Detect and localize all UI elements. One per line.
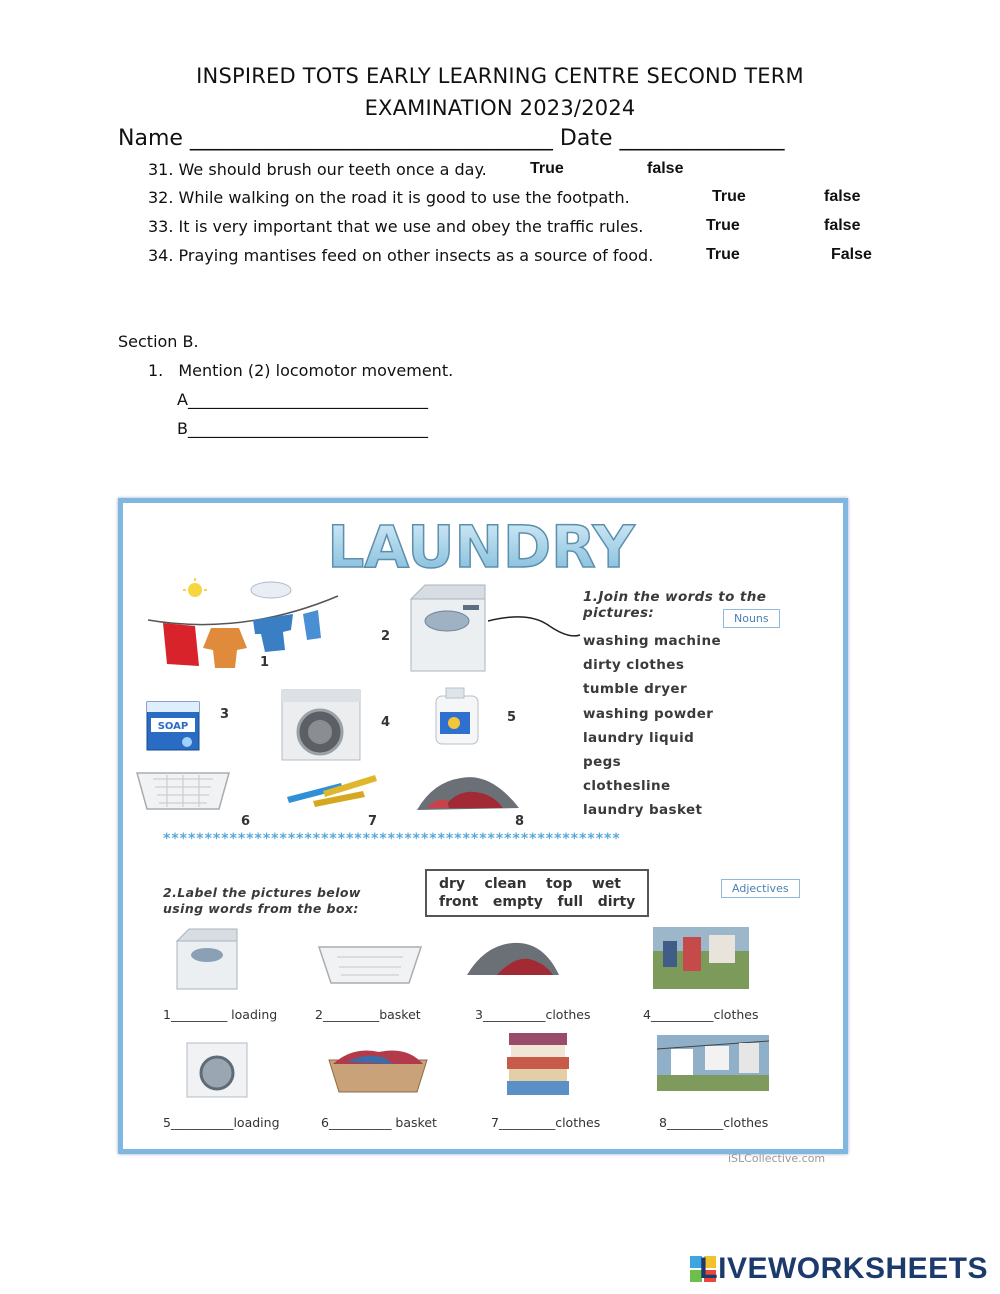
liveworksheets-logo: LIVEWORKSHEETS (699, 1252, 988, 1285)
pegs-picture (283, 771, 383, 811)
noun-laundry-liquid: laundry liquid (583, 730, 695, 746)
picture-number: 1 (260, 655, 270, 670)
question-number: 1. (148, 361, 164, 380)
laundry-basket-picture (133, 767, 233, 815)
label-6[interactable]: 6__________ basket (321, 1115, 437, 1130)
section-b-question-1 (148, 361, 453, 380)
dirty-clothes-pile-picture (463, 935, 563, 979)
name-date-row: Name _________________________________ Date _______________ (118, 126, 785, 151)
adjectives-tag: Adjectives (721, 879, 800, 898)
label-4[interactable]: 4__________clothes (643, 1007, 759, 1022)
question-34 (148, 246, 653, 265)
dirty-clothes-picture (413, 768, 523, 814)
noun-washing-machine: washing machine (583, 633, 722, 649)
question-text: It is very important that we use and obey the traffic rules. (178, 217, 644, 236)
laundry-liquid-picture (428, 686, 486, 746)
exam-title-line1: INSPIRED TOTS EARLY LEARNING CENTRE SECOND TERM (196, 64, 804, 88)
picture-number: 6 (241, 814, 251, 829)
noun-clothesline: clothesline (583, 778, 671, 794)
star-divider: ******************************************************* (163, 831, 621, 847)
noun-washing-powder: washing powder (583, 706, 714, 722)
question-number: 33. (148, 217, 174, 236)
connector-line (488, 611, 583, 641)
noun-laundry-basket: laundry basket (583, 802, 703, 818)
noun-pegs: pegs (583, 754, 622, 770)
question-number: 31. (148, 160, 174, 179)
picture-number: 8 (515, 814, 525, 829)
picture-number: 2 (381, 629, 391, 644)
laundry-title (293, 507, 673, 579)
adjective-word-box (425, 869, 649, 917)
clean-folded-clothes-picture (501, 1029, 575, 1099)
label-2[interactable]: 2_________basket (315, 1007, 421, 1022)
answer-false-33[interactable]: false (824, 217, 861, 234)
question-33 (148, 217, 643, 236)
word-box-line2: front empty full dirty (439, 894, 636, 910)
label-7[interactable]: 7_________clothes (491, 1115, 601, 1130)
section-b-heading: Section B. (118, 332, 199, 351)
answer-line-b[interactable]: B______________________________ (177, 419, 428, 438)
answer-true-34[interactable]: True (706, 246, 740, 263)
noun-tumble-dryer: tumble dryer (583, 681, 688, 697)
question-text: Mention (2) locomotor movement. (178, 361, 454, 380)
clothesline-photo (657, 1035, 769, 1091)
clothesline-picture (143, 578, 353, 673)
title-text: LAUNDRY (327, 513, 635, 579)
question-31 (148, 160, 487, 179)
soap-label: SOAP (157, 721, 189, 732)
empty-basket-picture (315, 941, 425, 987)
exam-title-line2: EXAMINATION 2023/2024 (364, 96, 636, 120)
question-text: Praying mantises feed on other insects as a source of food. (178, 246, 654, 265)
instruction-join-words: 1.Join the words to the pictures: (583, 589, 767, 621)
label-1[interactable]: 1_________ loading (163, 1007, 278, 1022)
noun-dirty-clothes: dirty clothes (583, 657, 685, 673)
washing-powder-picture (143, 696, 205, 754)
instruction-label-line1: 2.Label the pictures below (163, 885, 361, 900)
clothes-drying-photo (653, 927, 749, 989)
label-8[interactable]: 8_________clothes (659, 1115, 769, 1130)
islcollective-credit: iSLCollective.com (728, 1152, 826, 1165)
question-number: 32. (148, 188, 174, 207)
picture-number: 3 (220, 707, 230, 722)
answer-line-a[interactable]: A______________________________ (177, 390, 428, 409)
question-number: 34. (148, 246, 174, 265)
picture-number: 7 (368, 814, 378, 829)
label-5[interactable]: 5__________loading (163, 1115, 280, 1130)
label-3[interactable]: 3__________clothes (475, 1007, 591, 1022)
nouns-tag: Nouns (723, 609, 780, 628)
answer-false-34[interactable]: False (831, 246, 872, 263)
answer-false-31[interactable]: false (647, 160, 684, 177)
question-text: We should brush our teeth once a day. (178, 160, 487, 179)
laundry-worksheet (118, 498, 848, 1154)
question-32 (148, 188, 630, 207)
answer-true-32[interactable]: True (712, 188, 746, 205)
full-basket-picture (323, 1046, 433, 1094)
top-loader-picture (171, 925, 243, 993)
washing-machine-picture (403, 581, 493, 676)
front-loader-picture (183, 1041, 251, 1099)
answer-true-31[interactable]: True (530, 160, 564, 177)
answer-true-33[interactable]: True (706, 217, 740, 234)
answer-false-32[interactable]: false (824, 188, 861, 205)
tumble-dryer-picture (278, 686, 364, 764)
picture-number: 5 (507, 710, 517, 725)
word-box-line1: dry clean top wet (439, 876, 621, 892)
instruction-label-line2: using words from the box: (163, 901, 359, 916)
question-text: While walking on the road it is good to use the footpath. (178, 188, 630, 207)
picture-number: 4 (381, 715, 391, 730)
